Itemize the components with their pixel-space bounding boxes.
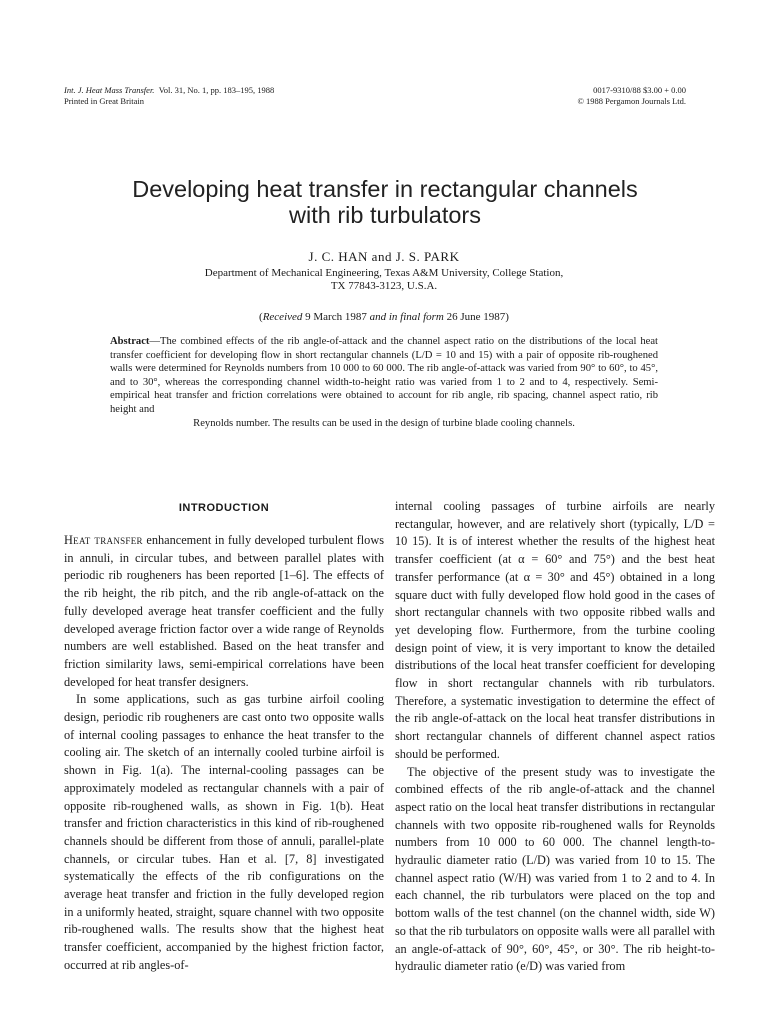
copyright-note: © 1988 Pergamon Journals Ltd. [577, 96, 686, 106]
right-paragraph-1: internal cooling passages of turbine airfoils are nearly rectangular, however, and are relatively short (typically, L/D = 10 15). It is of interest whether the results of the highest heat transfer coefficient (at α = 60° and 75°) and the best heat transfer performance (at α = 30° and 45°) obtained in a long square duct with fully developed flow hold good in the cases of short rectangular channels with two opposite ribbed walls and yet developing flow. Furthermore, from the turbine cooling design point of view, it is very important to know the detailed distributions of the local heat transfer coefficient for developing flow in short rectangular channels with rib turbulators. Therefore, a systematic investigation to determine the effect of the rib angle-of-attack on the local heat transfer distributions in short rectangular channels of different channel aspect ratios should be performed. [395, 499, 715, 761]
affiliation-line-1: Department of Mechanical Engineering, Texas A&M University, College Station, [204, 267, 564, 279]
title-line-2: with rib turbulators [289, 202, 481, 228]
journal-header [64, 85, 274, 107]
received-date: 9 March 1987 [302, 311, 370, 323]
left-paragraph-1 [64, 532, 384, 691]
title-line-1: Developing heat transfer in rectangular channels [132, 176, 638, 202]
affiliation-line-2: TX 77843-3123, U.S.A. [330, 280, 438, 292]
publisher-header [577, 85, 686, 107]
left-paragraph-1-body: enhancement in fully developed turbulent flows in annuli, in circular tubes, and between parallel plates with periodic rib rougheners has been reported [1–6]. The effects of the rib height, the rib pitch, and the rib angle-of-attack on the fully developed average heat transfer coefficient and the fully developed average friction factor over a wide range of Reynolds numbers are well established. Based on the heat transfer and friction similarity laws, semi-empirical correlations have been developed for heat transfer designers. [64, 533, 384, 689]
abstract-last-line: Reynolds number. The results can be used in the design of turbine blade cooling channels. [193, 417, 575, 429]
final-date: 26 June 1987) [443, 311, 509, 323]
abstract [110, 335, 658, 430]
right-paragraph-2: The objective of the present study was to investigate the combined effects of the rib angle-of-attack and the channel aspect ratio on the local heat transfer distributions in rectangular channels with two opposite rib-roughened walls for Reynolds numbers from 10 000 to 60 000. The channel length-to-hydraulic diameter ratio (L/D) was varied from 10 to 15. The channel aspect ratio (W/H) was varied from 1 to 2 and to 4. In each channel, the rib turbulators were placed on the top and bottom walls of the test channel (on the channel width, side W) so that the rib turbulators on opposite walls were all parallel with an angle-of-attack of 90°, 60°, 45°, or 30°. The rib height-to-hydraulic diameter ratio (e/D) was varied from [395, 764, 715, 974]
paper-title [40, 176, 730, 228]
journal-volume: Vol. 31, No. 1, pp. 183–195, 1988 [158, 85, 275, 95]
final-label: and in final form [369, 311, 444, 323]
authors: J. C. HAN and J. S. PARK [308, 249, 460, 264]
received-dates [0, 311, 768, 323]
article-code: 0017-9310/88 $3.00 + 0.00 [593, 85, 686, 95]
section-heading-introduction: INTRODUCTION [178, 502, 270, 514]
lead-in-words: Heat transfer [64, 533, 143, 547]
right-column [395, 498, 715, 976]
left-column [64, 532, 384, 975]
printed-note: Printed in Great Britain [64, 96, 145, 106]
affiliation [0, 267, 768, 293]
abstract-body: —The combined effects of the rib angle-of-attack and the channel aspect ratio on the distributions of the local heat transfer coefficient for developing flow in short rectangular channels (L/D = 10 and 15) with a pair of opposite rib-roughened walls were determined for Reynolds numbers from 10 000 to 60 000. The rib angle-of-attack was varied from 90° to 60°, to 45°, and to 30°, whereas the corresponding channel width-to-height ratio was varied from 1 to 2 and to 4, respectively. Semi-empirical heat transfer and friction correlations were obtained to account for rib angle, rib spacing, channel aspect ratio, rib height and [110, 336, 658, 415]
left-paragraph-2: In some applications, such as gas turbine airfoil cooling design, periodic rib rougheners are cast onto two opposite walls of internal cooling passages to enhance the heat transfer to the cooling air. The sketch of an internally cooled turbine airfoil is shown in Fig. 1(a). The internal-cooling passages can be approximately modeled as rectangular channels with a pair of opposite rib-roughened walls, as shown in Fig. 1(b). Heat transfer and friction characteristics in this kind of rib-roughened channels should be different from those of annuli, parallel-plate channels, or circular tubes. Han et al. [7, 8] investigated systematically the effects of the rib configurations on the average heat transfer and friction in the fully developed region in a uniformly heated, straight, square channel with two opposite rib-roughened walls. The results show that the highest heat transfer coefficient, accompanied by the highest friction factor, occurred at rib angles-of- [64, 692, 384, 972]
abstract-label: Abstract [110, 336, 150, 347]
journal-name: Int. J. Heat Mass Transfer. [64, 85, 155, 95]
received-label: Received [262, 311, 303, 323]
received-open: ( [259, 311, 263, 323]
